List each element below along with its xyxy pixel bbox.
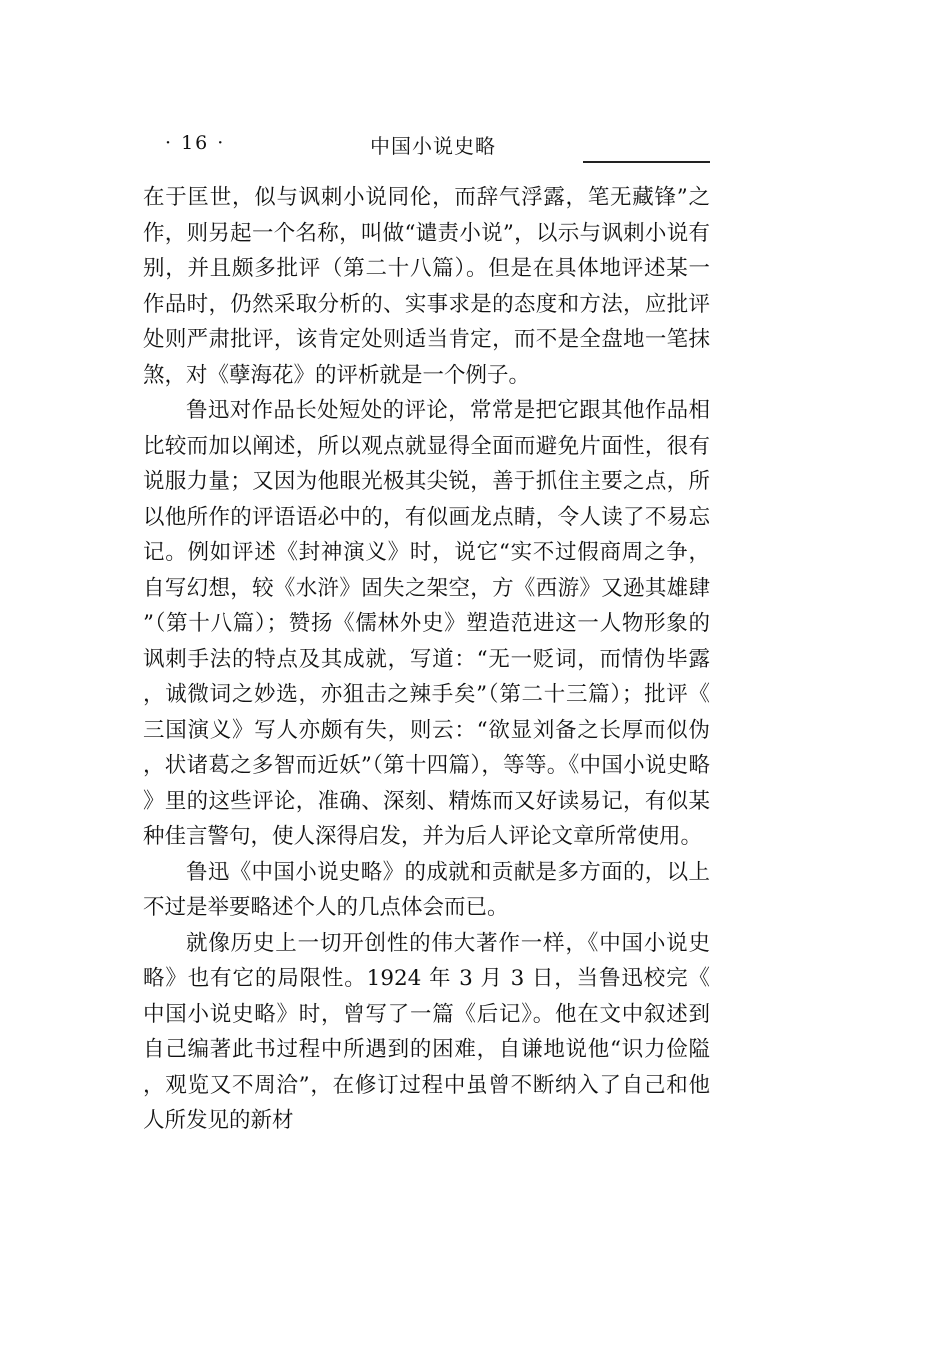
paragraph-achievements-summary: 鲁迅《中国小说史略》的成就和贡献是多方面的，以上不过是举要略述个人的几点体会而已。 [143,859,710,920]
paragraph-limitations: 就像历史上一切开创性的伟大著作一样，《中国小说史略》也有它的局限性。1924 年 3 月 3 日，当鲁迅校完《中国小说史略》时，曾写了一篇《后记》。他在文中叙述到自己编著此书过程中所遇到的困难，自谦地说他“识力俭隘，观览又不周洽”，在修订过程中虽曾不断纳入了自己和他人所发见的新材 [143,930,710,1133]
book-title: 中国小说史略 [370,134,496,158]
running-head [143,130,710,164]
body-text [143,180,710,1139]
paragraph-continued: 在于匡世，似与讽刺小说同伦，而辞气浮露，笔无藏锋”之作，则另起一个名称，叫做“谴责小说”，以示与讽刺小说有别，并且颇多批评（第二十八篇）。但是在具体地评述某一作品时，仍然采取分析的、实事求是的态度和方法，应批评处则严肃批评，该肯定处则适当肯定，而不是全盘地一笔抹煞，对《孽海花》的评析就是一个例子。 [143,185,710,388]
paragraph-criticism-method: 鲁迅对作品长处短处的评论，常常是把它跟其他作品相比较而加以阐述，所以观点就显得全面而避免片面性，很有说服力量；又因为他眼光极其尖锐，善于抓住主要之点，所以他所作的评语语必中的，有似画龙点睛，令人读了不易忘记。例如评述《封神演义》时，说它“实不过假商周之争，自写幻想，较《水浒》固失之架空，方《西游》又逊其雄肆”（第十八篇）；赞扬《儒林外史》塑造范进这一人物形象的讽刺手法的特点及其成就，写道：“无一贬词，而情伪毕露，诚微词之妙选，亦狙击之辣手矣”（第二十三篇）；批评《三国演义》写人亦颇有失，则云：“欲显刘备之长厚而似伪，状诸葛之多智而近妖”（第十四篇），等等。《中国小说史略》里的这些评论，准确、深刻、精炼而又好读易记，有似某种佳言警句，使人深得启发，并为后人评论文章所常使用。 [143,398,710,849]
header-rule [583,161,710,163]
page-number: · 16 · [165,132,226,154]
